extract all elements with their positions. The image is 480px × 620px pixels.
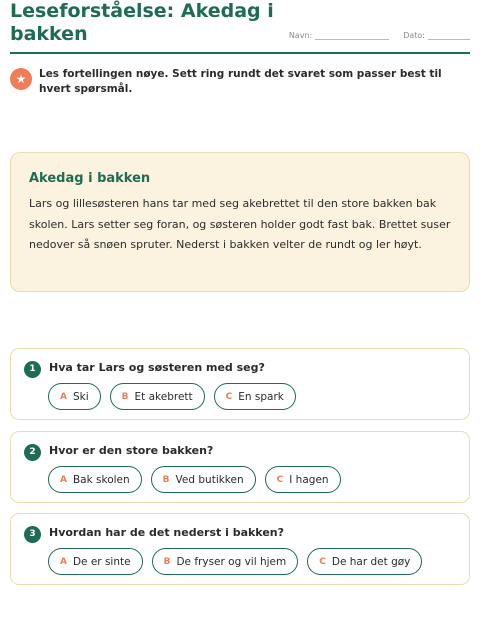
question-number: 3 <box>24 526 41 543</box>
question-text: Hva tar Lars og søsteren med seg? <box>49 361 265 374</box>
student-info <box>275 31 470 40</box>
option-a[interactable] <box>48 383 101 410</box>
worksheet-header <box>10 0 470 54</box>
question-number: 2 <box>24 444 41 461</box>
option-letter: A <box>60 391 67 402</box>
option-b[interactable] <box>152 548 299 575</box>
option-letter: B <box>162 474 170 485</box>
date-label: Dato: <box>403 31 425 40</box>
option-c[interactable] <box>214 383 296 410</box>
answer-options <box>48 383 305 410</box>
option-letter: C <box>225 391 233 402</box>
option-label: I hagen <box>289 473 329 486</box>
question-text: Hvor er den store bakken? <box>49 444 214 457</box>
page-title: Leseforståelse: Akedag i bakken <box>10 0 274 45</box>
option-a[interactable] <box>48 466 142 493</box>
name-label: Navn: <box>288 31 313 40</box>
option-letter: B <box>121 391 129 402</box>
question-2 <box>10 431 470 503</box>
question-number: 1 <box>24 361 41 378</box>
option-label: Ski <box>72 390 89 403</box>
answer-options <box>48 466 350 493</box>
story-text: Lars og lillesøsteren hans tar med seg akebrettet til den store bakken bak skolen. Lars setter seg foran, og søsteren holder godt fast bak. Brettet suser nedover så snøen spruter. Nederst i bakken velter de rundt og ler høyt. <box>29 197 451 251</box>
answer-options <box>48 548 431 575</box>
question-1 <box>10 348 470 420</box>
date-line[interactable] <box>428 31 470 40</box>
option-letter: A <box>60 474 67 485</box>
star-icon: ★ <box>10 68 32 90</box>
question-text: Hvordan har de det nederst i bakken? <box>49 526 285 539</box>
instructions-text: Les fortellingen nøye. Sett ring rundt det svaret som passer best til hvert spørsmål. <box>39 68 442 95</box>
option-a[interactable] <box>48 548 143 575</box>
option-label: Et akebrett <box>134 390 193 403</box>
story-title: Akedag i bakken <box>29 171 151 186</box>
option-label: De har det gøy <box>331 555 411 568</box>
date-field[interactable] <box>403 31 470 40</box>
option-label: De er sinte <box>72 555 131 568</box>
option-c[interactable] <box>307 548 422 575</box>
option-label: En spark <box>238 390 284 403</box>
option-label: De fryser og vil hjem <box>176 555 287 568</box>
option-letter: A <box>60 556 67 567</box>
instructions <box>10 67 470 97</box>
option-letter: C <box>276 474 284 485</box>
option-b[interactable] <box>110 383 205 410</box>
name-line[interactable] <box>315 31 389 40</box>
option-letter: B <box>163 556 171 567</box>
story-box <box>10 152 470 292</box>
name-field[interactable] <box>289 31 389 40</box>
option-letter: C <box>319 556 326 567</box>
option-c[interactable] <box>265 466 341 493</box>
option-label: Ved butikken <box>175 473 244 486</box>
option-b[interactable] <box>151 466 256 493</box>
question-3 <box>10 513 470 585</box>
option-label: Bak skolen <box>72 473 130 486</box>
